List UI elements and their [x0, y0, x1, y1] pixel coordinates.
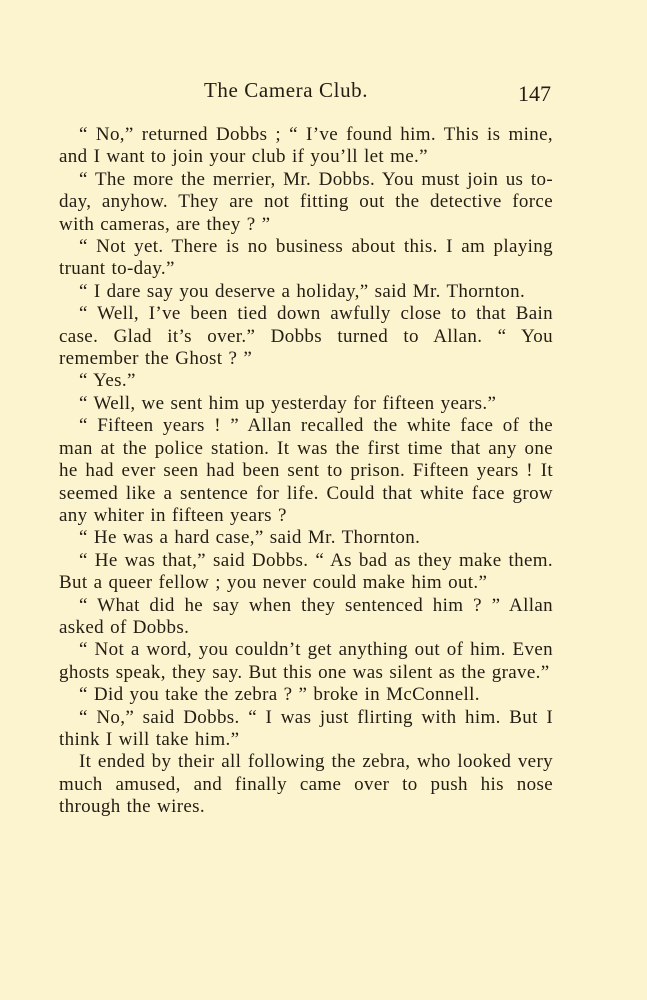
paragraph: “ I dare say you deserve a holiday,” said Mr. Thornton.	[79, 280, 526, 302]
paragraph: It ended by their all following the zebra, who looked very much amused, and finally came over to push his nose through the wires.	[59, 751, 553, 818]
paragraph: “ Yes.”	[79, 370, 136, 392]
paragraph: “ Not yet. There is no business about this. I am playing truant to-day.”	[59, 236, 553, 280]
running-title: The Camera Club.	[204, 78, 369, 102]
running-head	[0, 78, 647, 108]
page-number: 147	[518, 81, 551, 106]
paragraph: “ What did he say when they sentenced him ? ” Allan asked of Dobbs.	[59, 594, 553, 638]
paragraph: “ Well, we sent him up yesterday for fifteen years.”	[79, 392, 497, 414]
paragraph: “ He was a hard case,” said Mr. Thornton.	[79, 527, 421, 549]
body-text	[59, 124, 553, 819]
paragraph: “ He was that,” said Dobbs. “ As bad as they make them. But a queer fellow ; you never could make him out.”	[59, 549, 553, 594]
paragraph: “ The more the merrier, Mr. Dobbs. You must join us to-day, anyhow. They are not fitting out the detective force with cameras, are they ? ”	[59, 168, 553, 235]
paragraph: “ Well, I’ve been tied down awfully close to that Bain case. Glad it’s over.” Dobbs turned to Allan. “ You remember the Ghost ? ”	[59, 303, 553, 370]
paragraph: “ Not a word, you couldn’t get anything out of him. Even ghosts speak, they say. But this one was silent as the grave.”	[59, 639, 553, 683]
paragraph: “ No,” said Dobbs. “ I was just flirting with him. But I think I will take him.”	[59, 706, 553, 750]
paragraph: “ Did you take the zebra ? ” broke in McConnell.	[79, 684, 480, 706]
paragraph: “ Fifteen years ! ” Allan recalled the white face of the man at the police station. It was the first time that any one he had ever seen had been sent to prison. Fifteen years ! It seemed like a sentence for life. Could that white face grow any whiter in fifteen years ?	[59, 415, 553, 526]
paragraph: “ No,” returned Dobbs ; “ I’ve found him. This is mine, and I want to join your club if you’ll let me.”	[59, 124, 553, 168]
